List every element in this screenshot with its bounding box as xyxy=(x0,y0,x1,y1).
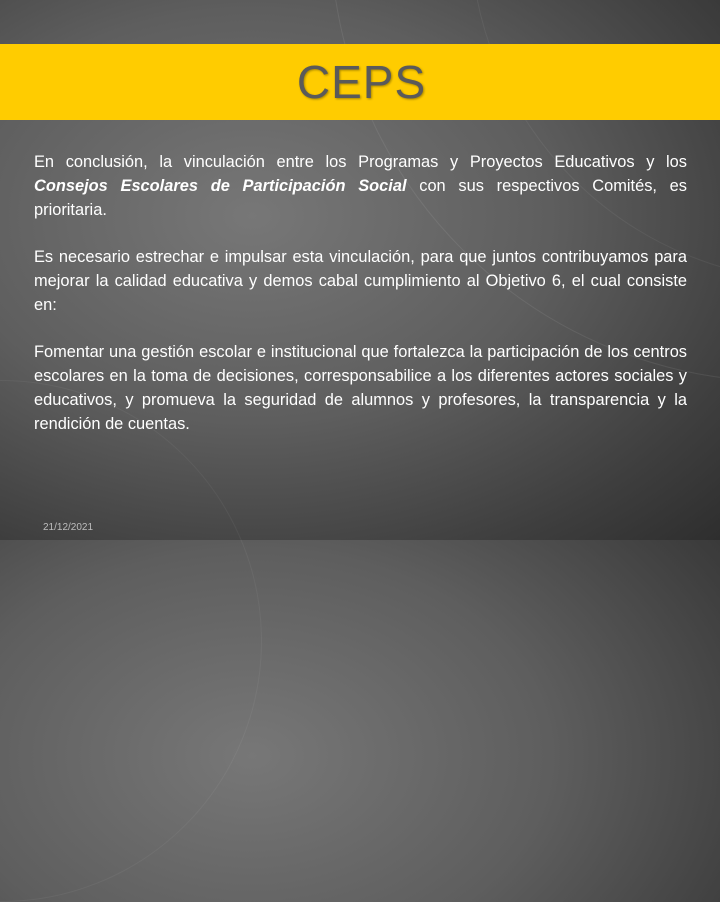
paragraph-conclusion-lead: En conclusión, la vinculación entre los Programas y Proyectos Educativos y los xyxy=(34,153,687,171)
title-band xyxy=(0,44,720,120)
slide-title: CEPS xyxy=(296,56,427,108)
slide-date: 21/12/2021 xyxy=(43,522,94,533)
paragraph-conclusion-tail: con sus respectivos Comités, es prioritaria. xyxy=(34,177,687,219)
slide-body xyxy=(34,150,687,459)
paragraph-conclusion xyxy=(34,150,687,222)
emphasis-consejos: Consejos Escolares de Participación Social xyxy=(34,177,407,195)
paragraph-objetivo: Fomentar una gestión escolar e institucional que fortalezca la participación de los centros escolares en la toma de decisiones, corresponsabilice a los diferentes actores sociales y educativos, y promueva la seguridad de alumnos y profesores, la transparencia y la rendición de cuentas. xyxy=(34,343,687,433)
paragraph-vinculacion: Es necesario estrechar e impulsar esta vinculación, para que juntos contribuyamos para mejorar la calidad educativa y demos cabal cumplimiento al Objetivo 6, el cual consiste en: xyxy=(34,248,687,314)
